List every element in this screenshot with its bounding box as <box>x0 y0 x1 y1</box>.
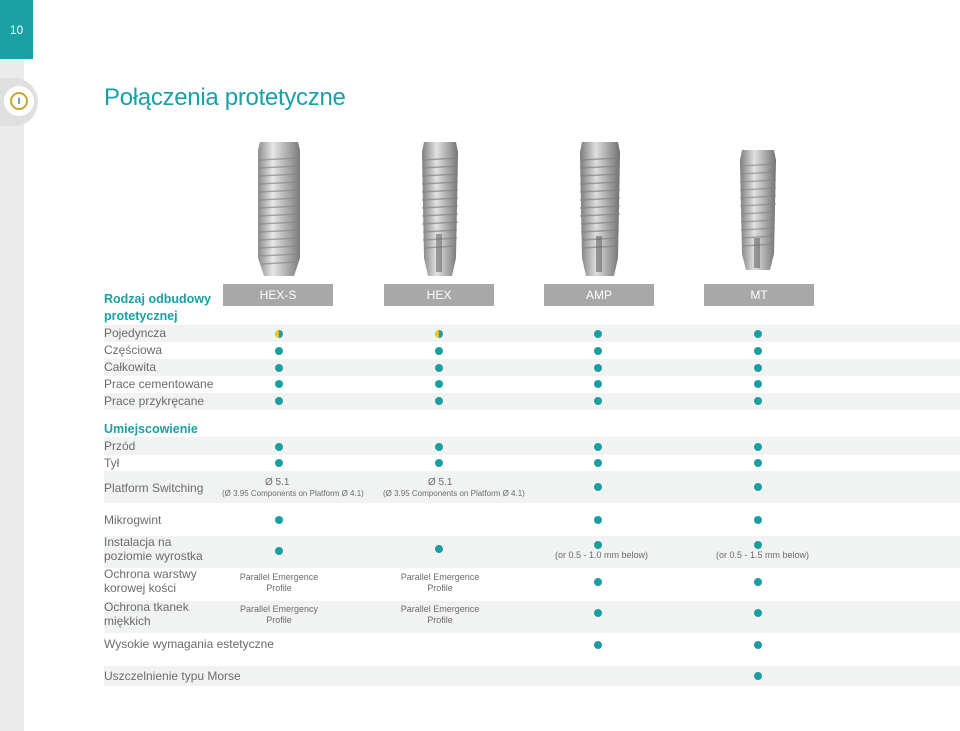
row-label-czesciowa: Częściowa <box>104 343 163 357</box>
implant-mt-image <box>736 146 780 276</box>
note-hexs-korowej: Parallel Emergence Profile <box>239 572 319 593</box>
row-stripe <box>104 601 960 633</box>
dot-icon <box>754 397 762 405</box>
section-tab[interactable] <box>0 78 38 126</box>
dot-icon <box>435 364 443 372</box>
dot-icon <box>275 347 283 355</box>
implant-hexs-image <box>250 138 308 284</box>
dot-icon <box>435 443 443 451</box>
row-label-przykrecane: Prace przykręcane <box>104 394 205 408</box>
row-stripe <box>104 536 960 568</box>
dot-icon <box>594 364 602 372</box>
dot-icon <box>754 483 762 491</box>
dot-icon <box>754 672 762 680</box>
row-label-calkowita: Całkowita <box>104 360 157 374</box>
dot-icon <box>754 459 762 467</box>
column-header-hex: HEX <box>384 284 494 306</box>
implant-hex-image <box>414 138 466 284</box>
row-stripe <box>104 437 960 455</box>
page-title: Połączenia protetyczne <box>104 84 346 111</box>
dot-icon <box>754 443 762 451</box>
dot-icon <box>435 347 443 355</box>
dot-icon <box>275 459 283 467</box>
implant-amp-image <box>574 138 626 284</box>
dot-icon <box>594 397 602 405</box>
dot-icon <box>754 347 762 355</box>
dot-icon <box>754 609 762 617</box>
row-stripe <box>104 393 960 410</box>
dot-icon <box>754 641 762 649</box>
dot-half-icon <box>435 330 443 338</box>
dot-icon <box>435 397 443 405</box>
dot-icon <box>435 545 443 553</box>
dot-icon <box>275 443 283 451</box>
dot-icon <box>594 330 602 338</box>
row-label-tyl: Tył <box>104 456 120 470</box>
note-hexs-platform-main: Ø 5.1 <box>265 477 290 488</box>
dot-icon <box>275 380 283 388</box>
row-stripe <box>104 359 960 376</box>
row-label-pojedyncza: Pojedyncza <box>104 326 167 340</box>
dot-icon <box>594 380 602 388</box>
section-heading-restoration: Rodzaj odbudowy protetycznej <box>104 292 211 323</box>
note-hex-platform-sub: (Ø 3.95 Components on Platform Ø 4.1) <box>383 489 525 498</box>
dot-icon <box>594 347 602 355</box>
row-label-instalacja: Instalacja na poziomie wyrostka <box>104 535 203 563</box>
row-label-przod: Przód <box>104 439 136 453</box>
dot-icon <box>754 364 762 372</box>
row-label-mikrogwint: Mikrogwint <box>104 513 162 527</box>
dot-icon <box>435 459 443 467</box>
note-mt-instalacja: (or 0.5 - 1.5 mm below) <box>716 550 810 560</box>
note-amp-instalacja: (or 0.5 - 1.0 mm below) <box>555 550 649 560</box>
dot-icon <box>594 459 602 467</box>
section-badge <box>4 86 34 116</box>
dot-icon <box>275 516 283 524</box>
dot-icon <box>754 330 762 338</box>
column-header-hexs: HEX-S <box>223 284 333 306</box>
dot-icon <box>754 541 762 549</box>
page-number: 10 <box>0 0 33 59</box>
dot-icon <box>594 443 602 451</box>
row-label-ochrona-tkanek: Ochrona tkanek miękkich <box>104 600 189 628</box>
dot-icon <box>594 541 602 549</box>
row-label-estetyczne: Wysokie wymagania estetyczne <box>104 637 274 651</box>
section-heading-location: Umiejscowienie <box>104 422 198 436</box>
note-hexs-tkanek: Parallel Emergency Profile <box>239 604 319 625</box>
row-stripe <box>104 325 960 342</box>
note-hex-tkanek: Parallel Emergence Profile <box>400 604 480 625</box>
dot-icon <box>594 483 602 491</box>
note-hex-platform-main: Ø 5.1 <box>428 477 453 488</box>
note-hex-korowej: Parallel Emergence Profile <box>400 572 480 593</box>
connection-icon: I <box>10 92 28 110</box>
dot-icon <box>594 516 602 524</box>
dot-icon <box>754 516 762 524</box>
row-label-platform: Platform Switching <box>104 481 204 495</box>
dot-icon <box>594 641 602 649</box>
dot-icon <box>594 609 602 617</box>
dot-half-icon <box>275 330 283 338</box>
note-hexs-platform-sub: (Ø 3.95 Components on Platform Ø 4.1) <box>222 489 364 498</box>
dot-icon <box>275 397 283 405</box>
column-header-mt: MT <box>704 284 814 306</box>
dot-icon <box>594 578 602 586</box>
dot-icon <box>435 380 443 388</box>
row-label-morse: Uszczelnienie typu Morse <box>104 669 241 683</box>
column-header-amp: AMP <box>544 284 654 306</box>
row-label-cementowane: Prace cementowane <box>104 377 214 391</box>
dot-icon <box>275 364 283 372</box>
dot-icon <box>754 578 762 586</box>
row-label-ochrona-korowej: Ochrona warstwy korowej kości <box>104 567 197 595</box>
dot-icon <box>754 380 762 388</box>
dot-icon <box>275 547 283 555</box>
